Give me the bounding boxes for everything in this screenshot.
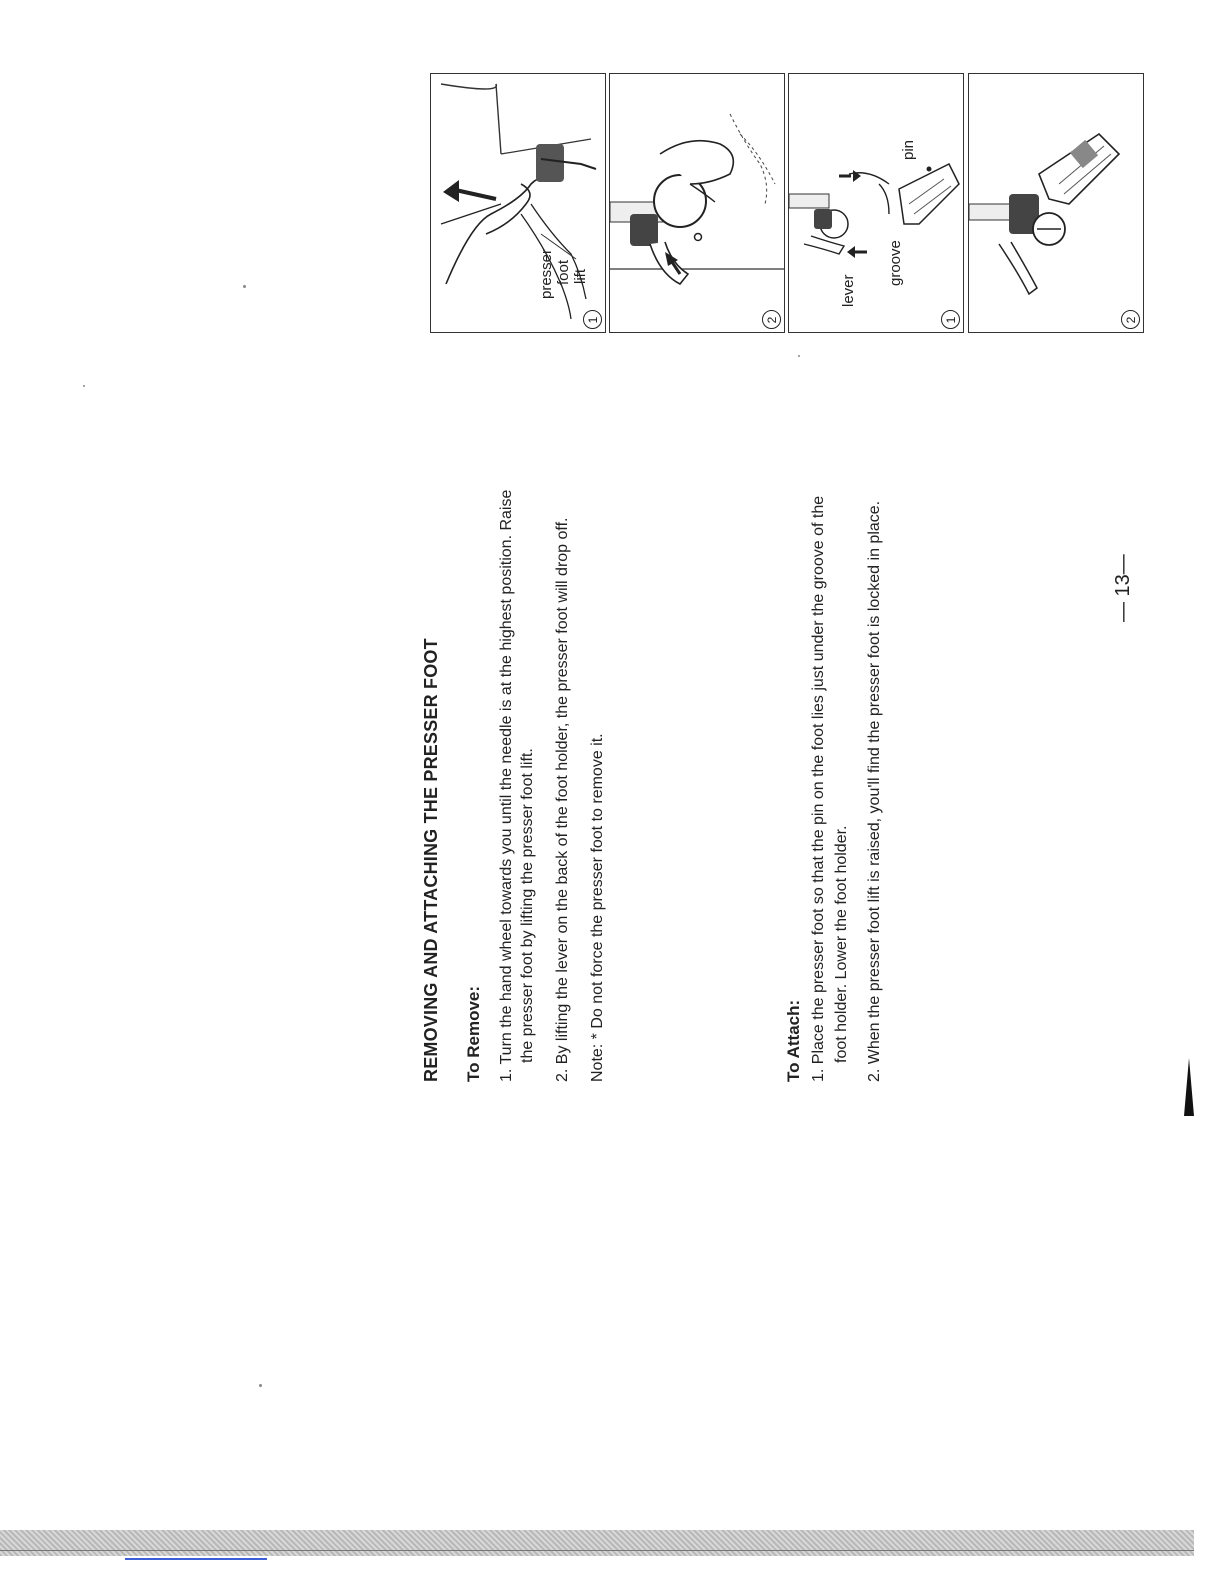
label-lift: lift	[572, 269, 589, 284]
scan-mark	[1184, 1058, 1194, 1116]
figure-attach-1	[788, 73, 964, 333]
scan-speck	[83, 385, 85, 387]
foot-holder-lever-illustration	[610, 74, 784, 332]
scan-speck	[259, 1384, 262, 1387]
label-presser: presser	[538, 248, 555, 299]
attach-step-2: 2. When the presser foot lift is raised, you'll find the presser foot is locked in place.	[866, 500, 883, 1082]
figure-number: 1	[943, 316, 958, 323]
figure-number: 2	[1123, 316, 1138, 323]
label-foot: foot	[555, 259, 572, 285]
figure-remove-1	[430, 73, 606, 333]
pin-and-groove-illustration	[789, 74, 963, 332]
figure-number-badge	[583, 310, 602, 329]
label-pin: pin	[900, 139, 917, 160]
scan-footer-link-underline	[125, 1558, 267, 1560]
page-title: REMOVING AND ATTACHING THE PRESSER FOOT	[421, 638, 441, 1082]
presser-foot-locked-illustration	[969, 74, 1143, 332]
scan-speck	[243, 285, 246, 288]
label-lever: lever	[840, 274, 857, 307]
figure-number-badge	[1121, 310, 1140, 329]
remove-note: Note: * Do not force the presser foot to remove it.	[589, 733, 606, 1082]
attach-step-1-line-1: 1. Place the presser foot so that the pin on the foot lies just under the groove of the	[810, 495, 827, 1082]
figure-number: 2	[764, 316, 779, 323]
remove-step-2: 2. By lifting the lever on the back of the foot holder, the presser foot will drop off.	[554, 517, 571, 1082]
figure-number: 1	[585, 316, 600, 323]
scan-footer-band	[0, 1530, 1194, 1556]
scan-speck	[798, 355, 800, 357]
attach-heading: To Attach:	[784, 999, 803, 1082]
figure-number-badge	[762, 310, 781, 329]
scan-footer-line	[0, 1550, 1194, 1551]
figure-attach-2	[968, 73, 1144, 333]
figure-remove-2	[609, 73, 785, 333]
remove-heading: To Remove:	[464, 985, 483, 1082]
page-number: — 13—	[1112, 554, 1134, 622]
attach-step-1-line-2: foot holder. Lower the foot holder.	[833, 825, 850, 1063]
label-groove: groove	[887, 240, 904, 286]
remove-step-1-line-2: the presser foot by lifting the presser foot lift.	[519, 748, 536, 1063]
remove-step-1-line-1: 1. Turn the hand wheel towards you until the needle is at the highest position. Raise	[498, 489, 515, 1082]
figure-number-badge	[941, 310, 960, 329]
hand-lifting-presser-foot-lift-illustration	[431, 74, 605, 332]
